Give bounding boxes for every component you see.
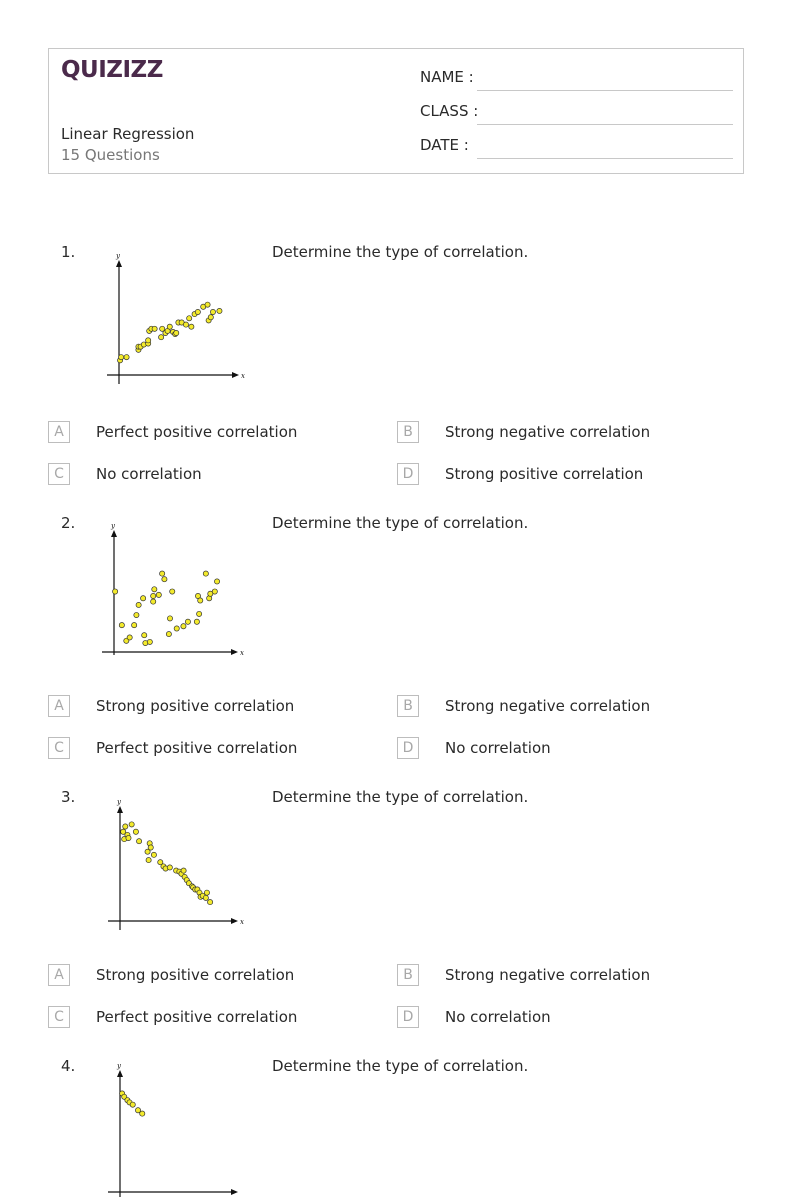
x-axis-arrow: [231, 1189, 238, 1195]
data-point: [127, 635, 132, 640]
data-point: [132, 623, 137, 628]
option-text[interactable]: Strong positive correlation: [445, 465, 644, 483]
option-letter[interactable]: B: [397, 421, 419, 443]
data-point: [119, 623, 124, 628]
data-point: [146, 338, 151, 343]
question-text: Determine the type of correlation.: [272, 514, 529, 532]
question-text: Determine the type of correlation.: [272, 243, 529, 261]
name-field[interactable]: [420, 68, 733, 92]
data-point: [174, 626, 179, 631]
question-number: 1.: [61, 243, 76, 261]
data-point: [134, 612, 139, 617]
data-point: [126, 835, 131, 840]
x-axis-label: x: [241, 372, 245, 380]
y-axis-label: y: [117, 798, 121, 806]
y-axis-arrow: [117, 806, 123, 813]
x-axis-arrow: [231, 918, 238, 924]
data-point: [124, 355, 129, 360]
x-axis-arrow: [231, 649, 238, 655]
option-text[interactable]: Strong positive correlation: [96, 697, 295, 715]
data-point: [136, 602, 141, 607]
option-text[interactable]: Strong negative correlation: [445, 423, 651, 441]
data-point: [208, 315, 213, 320]
option-text[interactable]: Perfect positive correlation: [96, 423, 298, 441]
y-axis-label: y: [116, 252, 120, 260]
question-text: Determine the type of correlation.: [272, 1057, 529, 1075]
option-letter[interactable]: D: [397, 463, 419, 485]
data-point: [189, 324, 194, 329]
option-letter[interactable]: D: [397, 1006, 419, 1028]
option-text[interactable]: No correlation: [445, 1008, 551, 1026]
data-point: [140, 1111, 145, 1116]
data-point: [167, 616, 172, 621]
data-point: [146, 858, 151, 863]
data-point: [174, 330, 179, 335]
data-point: [151, 599, 156, 604]
data-point: [208, 900, 213, 905]
data-point: [167, 865, 172, 870]
data-point: [162, 577, 167, 582]
data-point: [194, 619, 199, 624]
data-point: [148, 845, 153, 850]
option-text[interactable]: Perfect positive correlation: [96, 739, 298, 757]
data-point: [183, 322, 188, 327]
y-axis-arrow: [116, 260, 122, 267]
data-point: [156, 592, 161, 597]
data-point: [123, 824, 128, 829]
option-letter[interactable]: D: [397, 737, 419, 759]
option-letter[interactable]: A: [48, 421, 70, 443]
option-letter[interactable]: C: [48, 463, 70, 485]
question-text: Determine the type of correlation.: [272, 788, 529, 806]
date-field[interactable]: [420, 136, 733, 160]
data-point: [181, 868, 186, 873]
question-number: 2.: [61, 514, 76, 532]
option-text[interactable]: Strong negative correlation: [445, 966, 651, 984]
data-point: [151, 593, 156, 598]
data-point: [170, 589, 175, 594]
class-line: [477, 124, 733, 125]
y-axis-arrow: [111, 530, 117, 537]
data-point: [217, 308, 222, 313]
y-axis-label: y: [111, 522, 115, 530]
data-point: [185, 619, 190, 624]
question-count: 15 Questions: [61, 146, 160, 164]
scatter-plot: [98, 244, 248, 384]
x-axis-arrow: [232, 372, 239, 378]
data-point: [204, 890, 209, 895]
data-point: [130, 1102, 135, 1107]
option-letter[interactable]: C: [48, 737, 70, 759]
data-point: [152, 587, 157, 592]
y-axis-arrow: [117, 1070, 123, 1077]
data-point: [133, 829, 138, 834]
option-letter[interactable]: A: [48, 695, 70, 717]
data-point: [141, 596, 146, 601]
option-letter[interactable]: B: [397, 964, 419, 986]
date-line: [477, 158, 733, 159]
option-text[interactable]: No correlation: [445, 739, 551, 757]
data-point: [119, 355, 124, 360]
data-point: [210, 309, 215, 314]
data-point: [195, 309, 200, 314]
option-text[interactable]: Strong negative correlation: [445, 697, 651, 715]
data-point: [214, 579, 219, 584]
option-text[interactable]: Strong positive correlation: [96, 966, 295, 984]
data-point: [160, 571, 165, 576]
date-label: DATE :: [420, 136, 469, 154]
y-axis-label: y: [117, 1062, 121, 1070]
worksheet-header: [48, 48, 744, 174]
data-point: [151, 852, 156, 857]
option-text[interactable]: Perfect positive correlation: [96, 1008, 298, 1026]
scatter-plot: [98, 515, 248, 655]
data-point: [187, 316, 192, 321]
scatter-plot: [98, 1057, 248, 1197]
option-text[interactable]: No correlation: [96, 465, 202, 483]
data-point: [197, 611, 202, 616]
data-point: [113, 589, 118, 594]
option-letter[interactable]: A: [48, 964, 70, 986]
option-letter[interactable]: C: [48, 1006, 70, 1028]
data-point: [166, 631, 171, 636]
name-line: [477, 90, 733, 91]
data-point: [203, 571, 208, 576]
data-point: [152, 326, 157, 331]
worksheet-title: Linear Regression: [61, 125, 195, 143]
data-point: [203, 895, 208, 900]
data-point: [212, 589, 217, 594]
data-point: [136, 839, 141, 844]
question-number: 4.: [61, 1057, 76, 1075]
question-number: 3.: [61, 788, 76, 806]
class-field[interactable]: [420, 102, 733, 126]
name-label: NAME :: [420, 68, 474, 86]
scatter-plot: [98, 790, 248, 930]
quizizz-logo: QUIZIZZ: [61, 57, 163, 83]
data-point: [167, 324, 172, 329]
data-point: [159, 335, 164, 340]
data-point: [147, 639, 152, 644]
class-label: CLASS :: [420, 102, 479, 120]
data-point: [129, 822, 134, 827]
data-point: [205, 302, 210, 307]
data-point: [198, 598, 203, 603]
x-axis-label: x: [240, 649, 244, 655]
data-point: [181, 624, 186, 629]
x-axis-label: x: [240, 918, 244, 926]
option-letter[interactable]: B: [397, 695, 419, 717]
data-point: [142, 633, 147, 638]
